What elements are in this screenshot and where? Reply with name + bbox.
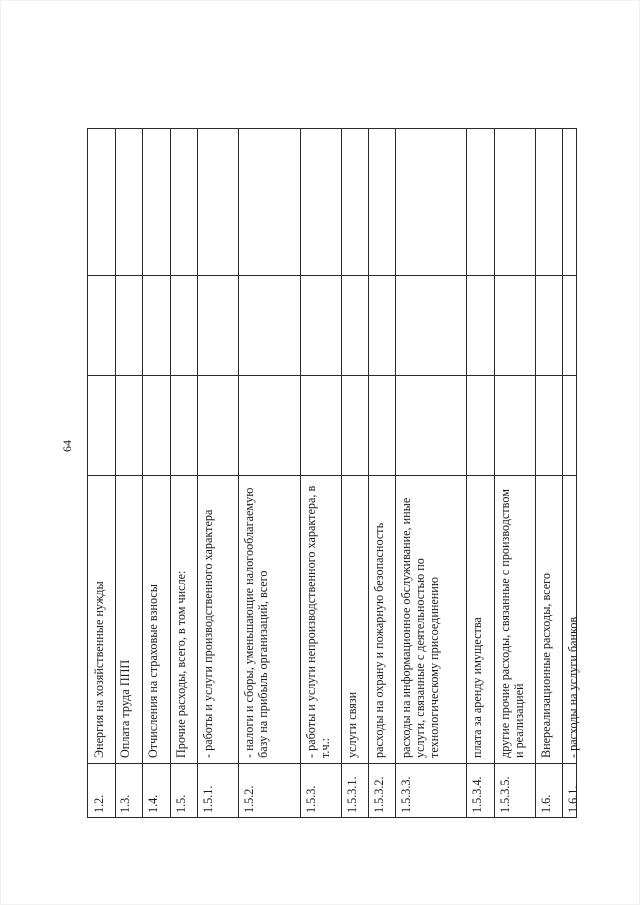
- table-row: [341, 128, 369, 818]
- row-number: 1.5.2.: [238, 764, 300, 818]
- value-cell: [88, 276, 115, 376]
- value-cell: [341, 128, 368, 276]
- value-cell: [395, 376, 466, 476]
- row-number: 1.3.: [114, 764, 142, 818]
- row-name: расходы на информационное обслуживание, иные услуги, связанные с деятельностью по технологическому присоединению: [395, 476, 466, 764]
- value-cell: [300, 376, 341, 476]
- table-row: [562, 128, 580, 818]
- value-cell: [142, 128, 170, 276]
- row-name: Энергия на хозяйственные нужды: [88, 476, 115, 764]
- row-number: 1.4.: [142, 764, 170, 818]
- table-row: [114, 128, 143, 818]
- value-cell: [238, 128, 300, 276]
- value-cell: [142, 376, 170, 476]
- value-cell: [494, 128, 535, 276]
- row-number: 1.5.3.3.: [395, 764, 466, 818]
- table-row: [238, 128, 301, 818]
- row-number: 1.6.1.: [562, 764, 576, 818]
- value-cell: [197, 376, 238, 476]
- rotated-table-container: [87, 128, 580, 818]
- table-row: [170, 128, 198, 818]
- table-row: [466, 128, 495, 818]
- value-cell: [88, 376, 115, 476]
- table-row: [197, 128, 239, 818]
- value-cell: [466, 376, 494, 476]
- row-name: - работы и услуги производственного характера: [197, 476, 238, 764]
- value-cell: [170, 276, 197, 376]
- value-cell: [197, 128, 238, 276]
- value-cell: [562, 276, 576, 376]
- row-name: Прочие расходы, всего, в том числе:: [170, 476, 197, 764]
- row-number: 1.5.3.: [300, 764, 341, 818]
- value-cell: [197, 276, 238, 376]
- expense-table: [87, 128, 580, 818]
- table-row: [535, 128, 563, 818]
- row-name: Внереализационные расходы, всего: [535, 476, 562, 764]
- value-cell: [562, 128, 576, 276]
- row-name: расходы на охрану и пожарную безопасность: [368, 476, 395, 764]
- row-name: - налоги и сборы, уменьшающие налогооблагаемую базу на прибыль организаций, всего: [238, 476, 300, 764]
- row-name: - расходы на услуги банков: [562, 476, 576, 764]
- value-cell: [494, 276, 535, 376]
- row-number: 1.5.1.: [197, 764, 238, 818]
- value-cell: [170, 128, 197, 276]
- table-row: [368, 128, 396, 818]
- row-number: 1.5.: [170, 764, 197, 818]
- row-name: Отчисления на страховые взносы: [142, 476, 170, 764]
- row-name: другие прочие расходы, связанные с производством и реализацией: [494, 476, 535, 764]
- value-cell: [535, 128, 562, 276]
- table-row: [300, 128, 342, 818]
- table-row: [395, 128, 467, 818]
- value-cell: [114, 128, 142, 276]
- row-number: 1.5.3.4.: [466, 764, 494, 818]
- value-cell: [238, 276, 300, 376]
- row-number: 1.5.3.5.: [494, 764, 535, 818]
- value-cell: [114, 376, 142, 476]
- row-number: 1.5.3.1.: [341, 764, 368, 818]
- value-cell: [142, 276, 170, 376]
- value-cell: [368, 276, 395, 376]
- row-number: 1.2.: [88, 764, 115, 818]
- value-cell: [368, 376, 395, 476]
- value-cell: [368, 128, 395, 276]
- value-cell: [114, 276, 142, 376]
- row-name: плата за аренду имущества: [466, 476, 494, 764]
- value-cell: [300, 128, 341, 276]
- row-name: Оплата труда ППП: [114, 476, 142, 764]
- value-cell: [341, 276, 368, 376]
- value-cell: [238, 376, 300, 476]
- value-cell: [88, 128, 115, 276]
- row-name: - работы и услуги непроизводственного характера, в т.ч.:: [300, 476, 341, 764]
- value-cell: [562, 376, 576, 476]
- value-cell: [170, 376, 197, 476]
- table-row: [87, 128, 116, 818]
- table-row: [142, 128, 171, 818]
- value-cell: [395, 128, 466, 276]
- value-cell: [300, 276, 341, 376]
- value-cell: [341, 376, 368, 476]
- row-number: 1.6.: [535, 764, 562, 818]
- page-number: 64: [60, 440, 74, 452]
- value-cell: [494, 376, 535, 476]
- value-cell: [535, 276, 562, 376]
- table-row: [494, 128, 536, 818]
- value-cell: [535, 376, 562, 476]
- value-cell: [466, 128, 494, 276]
- value-cell: [466, 276, 494, 376]
- value-cell: [395, 276, 466, 376]
- row-number: 1.5.3.2.: [368, 764, 395, 818]
- row-name: услуги связи: [341, 476, 368, 764]
